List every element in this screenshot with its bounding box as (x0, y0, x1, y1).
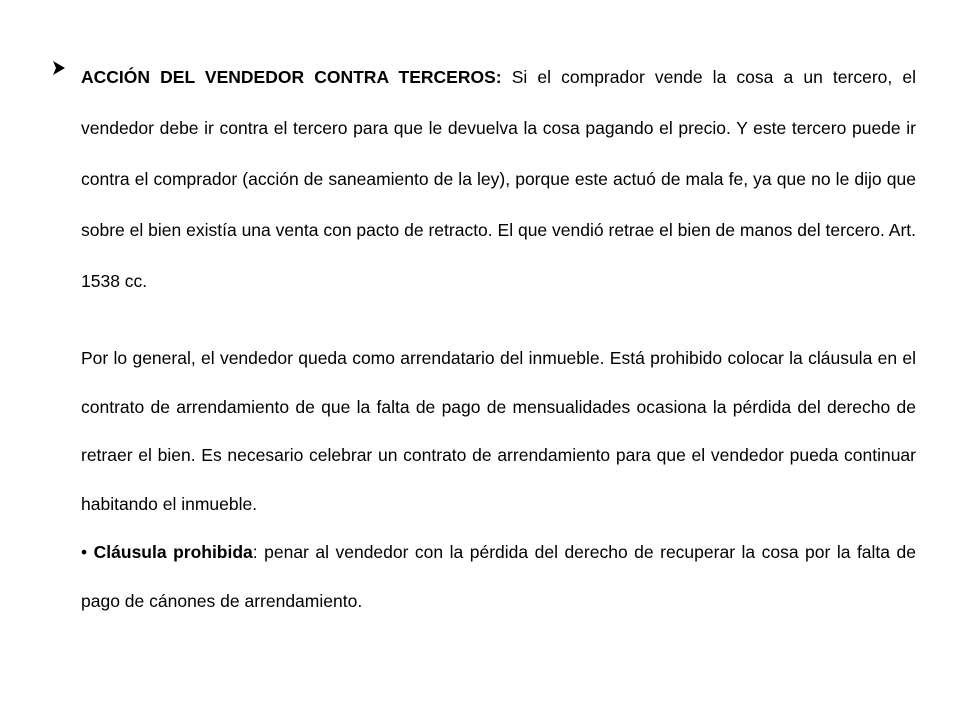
clausula-label: Cláusula prohibida (93, 542, 253, 562)
section-heading: ACCIÓN DEL VENDEDOR CONTRA TERCEROS: (81, 67, 502, 87)
paragraph-arrendatario: Por lo general, el vendedor queda como arrendatario del inmueble. Está prohibido colocar la cláusula en el contrato de arrendamiento de que la falta de pago de mensualidades ocasiona la pérdida del derecho de retraer el bien. Es necesario celebrar un contrato de arrendamiento para que el vendedor pueda continuar habitando el inmueble. (81, 348, 916, 514)
section-body-text: Si el comprador vende la cosa a un tercero, el vendedor debe ir contra el tercero para que le devuelva la cosa pagando el precio. Y este tercero puede ir contra el comprador (acción de saneamiento de la ley), porque este actuó de mala fe, ya que no le dijo que sobre el bien existía una venta con pacto de retracto. El que vendió retrae el bien de manos del tercero. Art. 1538 cc. (81, 67, 916, 291)
clausula-text: : penar al vendedor con la pérdida del derecho de recuperar la cosa por la falta de pago de cánones de arrendamiento. (81, 542, 916, 611)
section-accion-vendedor (52, 52, 916, 307)
paragraph-accion-vendedor (81, 52, 916, 307)
paragraph-clausula-prohibida (81, 528, 916, 625)
arrow-bullet-icon (52, 60, 66, 76)
bullet-dot: • (81, 542, 88, 562)
section-arrendamiento (81, 334, 916, 625)
